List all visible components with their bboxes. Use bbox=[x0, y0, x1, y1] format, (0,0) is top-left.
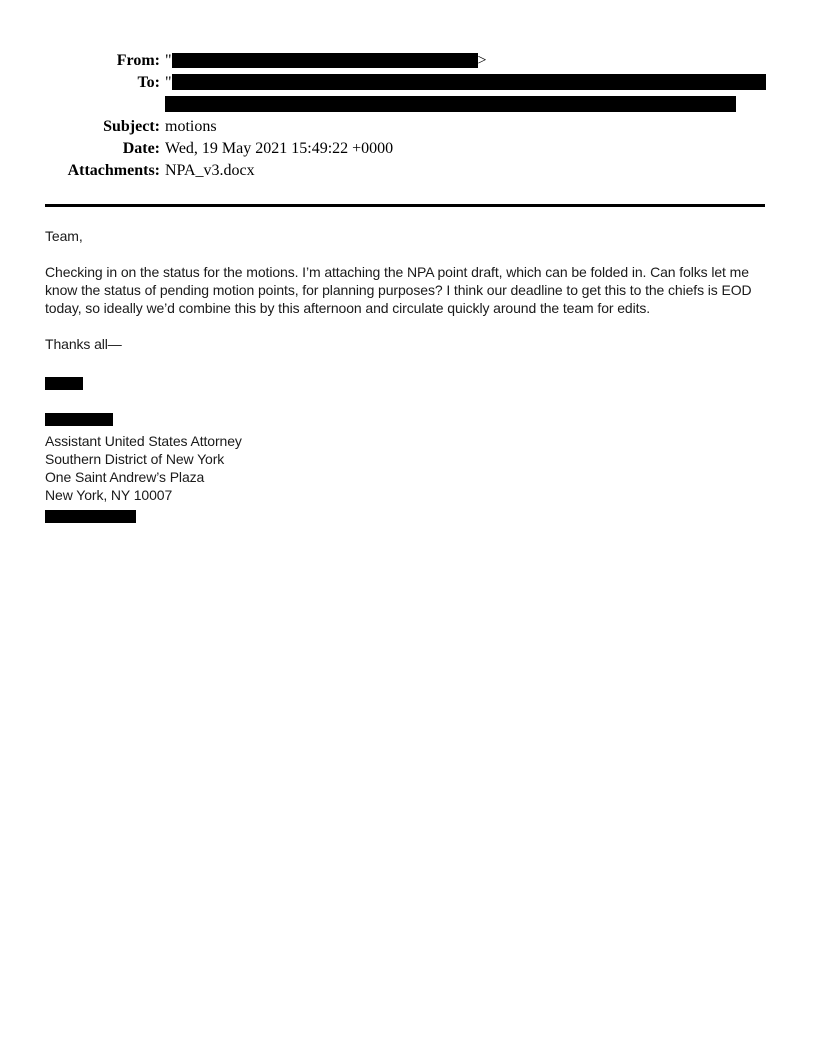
attachments-label: Attachments: bbox=[67, 162, 160, 179]
redaction-bar-from bbox=[172, 53, 478, 68]
subject-label: Subject: bbox=[103, 118, 160, 135]
header-divider-rule bbox=[45, 204, 765, 207]
redaction-bar-sign-off-name bbox=[45, 377, 83, 390]
redaction-bar-to-line2 bbox=[165, 96, 736, 112]
redaction-bar-signature-name bbox=[45, 413, 113, 426]
email-header bbox=[0, 50, 816, 182]
to-quote: " bbox=[165, 74, 172, 91]
from-value bbox=[165, 50, 816, 72]
signature-address-line1: One Saint Andrew’s Plaza bbox=[45, 469, 205, 485]
from-quote: " bbox=[165, 52, 172, 69]
signature-address-line2: New York, NY 10007 bbox=[45, 487, 173, 503]
subject-value: motions bbox=[165, 118, 217, 135]
signature-title: Assistant United States Attorney bbox=[45, 433, 242, 449]
signature-office: Southern District of New York bbox=[45, 451, 225, 467]
redaction-bar-signature-phone bbox=[45, 510, 136, 523]
from-angle-bracket: > bbox=[477, 52, 487, 69]
date-value: Wed, 19 May 2021 15:49:22 +0000 bbox=[165, 140, 394, 157]
to-value bbox=[165, 72, 816, 116]
redaction-bar-to-line1 bbox=[172, 74, 766, 90]
to-label: To: bbox=[137, 74, 160, 91]
closing-text: Thanks all— bbox=[45, 336, 122, 352]
body-paragraph: Checking in on the status for the motions. I’m attaching the NPA point draft, which can be folded in. Can folks let me know the status of pending motion points, for planning purposes? I think our deadline to get this to the chiefs is EOD today, so ideally we’d combine this by this afternoon and circulate quickly around the team for edits. bbox=[45, 264, 752, 316]
attachments-value: NPA_v3.docx bbox=[165, 162, 255, 179]
signature-block bbox=[45, 413, 771, 523]
date-label: Date: bbox=[122, 140, 160, 157]
email-body bbox=[45, 227, 771, 523]
greeting-text: Team, bbox=[45, 228, 83, 244]
from-label: From: bbox=[116, 52, 160, 69]
